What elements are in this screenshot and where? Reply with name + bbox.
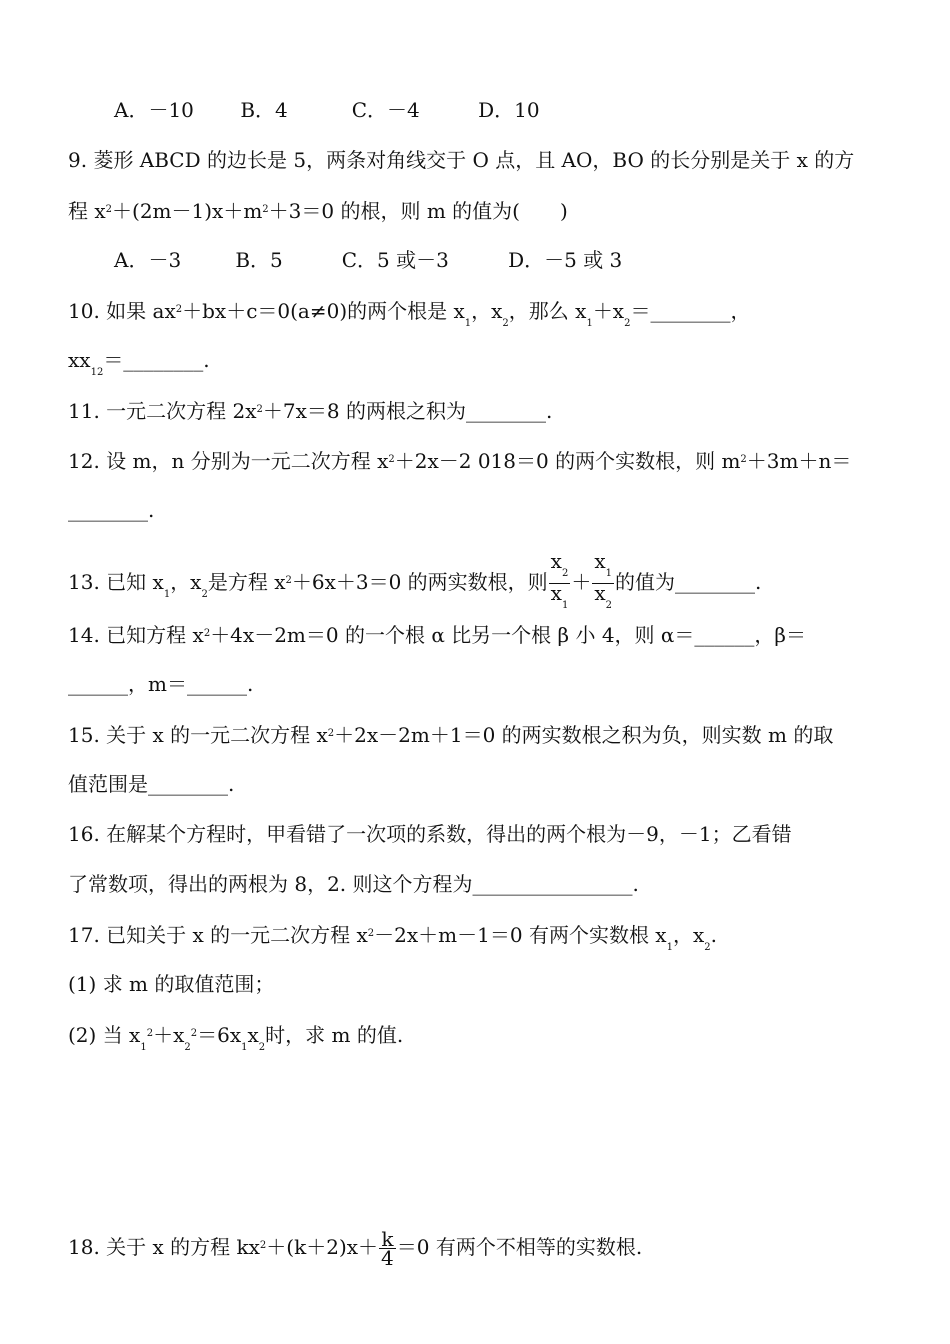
q15-line2: 值范围是________. xyxy=(68,772,235,796)
q17-part2: (2) 当 $x_1^2+x_2^2=6x_1x_2$时，求 m 的值. xyxy=(68,1023,404,1053)
q9-options xyxy=(114,246,622,274)
q15-line1: 15. 关于 x 的一元二次方程 $x^2+2x-2m+1=0$ 的两实数根之积为负，则实数 m 的取 xyxy=(68,723,834,747)
q9-option-d: D．－5 或 3 xyxy=(508,248,623,272)
q13-fraction-1: $\frac{x_2}{x_1}$ xyxy=(550,549,569,611)
q10-line2: $xx_{12}=\_\_\_\_\_\_\_\_$. xyxy=(68,348,210,378)
q8-option-b: B．4 xyxy=(240,98,288,122)
q16-line2: 了常数项，得出的两根为 8，2. 则这个方程为________________. xyxy=(68,872,639,896)
q14-line1: 14. 已知方程 $x^2+4x-2m=0$ 的一个根 α 比另一个根 β 小 4，则 α＝______，β＝ xyxy=(68,623,806,647)
q8-option-c: C．－4 xyxy=(351,98,420,122)
q14-line2: ______，m＝______. xyxy=(68,672,254,696)
q8-option-d: D．10 xyxy=(478,98,540,122)
q11: 11. 一元二次方程 $2x^2+7x=8$ 的两根之积为________. xyxy=(68,399,553,423)
q9-option-b: B．5 xyxy=(235,248,283,272)
q17-line1: 17. 已知关于 x 的一元二次方程 $x^2-2x+m-1=0$ 有两个实数根 $x_1$，$x_2$. xyxy=(68,923,717,953)
q12-line1: 12. 设 m，n 分别为一元二次方程 $x^2+2x-2$ 018＝0 的两个实数根，则 $m^2+3m+n=$ xyxy=(68,449,852,473)
q8-options xyxy=(114,96,540,124)
q16-line1: 16. 在解某个方程时，甲看错了一次项的系数，得出的两个根为－9，－1；乙看错 xyxy=(68,822,792,846)
q10-line1: 10. 如果 $ax^2+bx+c=0(a\ne 0)$的两个根是 $x_1$，$x_2$，那么 $x_1+x_2=\_\_\_\_\_\_\_\_$， xyxy=(68,299,751,329)
q13-fraction-2: $\frac{x_1}{x_2}$ xyxy=(594,549,612,611)
q9-option-c: C．5 或－3 xyxy=(341,248,449,272)
q13: 13. 已知 $x_1$，$x_2$是方程 $x^2+6x+3=0$ 的两实数根，则 $\frac{x_2}{x_1}$ ＋ $\frac{x_1}{x_2}$ 的值为________. xyxy=(68,552,761,615)
q12-line2: ________. xyxy=(68,498,155,522)
q8-option-a: A．－10 xyxy=(114,98,194,122)
q9-option-a: A．－3 xyxy=(114,248,182,272)
q17-part1: (1) 求 m 的取值范围； xyxy=(68,972,275,996)
q9-line2: 程 $x^2+(2m-1)x+m^2+3=0$ 的根，则 m 的值为( ) xyxy=(68,199,568,223)
q9-line1: 9. 菱形 ABCD 的边长是 5，两条对角线交于 O 点，且 AO，BO 的长分别是关于 x 的方 xyxy=(68,148,855,172)
q18: 18. 关于 x 的方程 $kx^2+(k+2)x+$ $\frac{k}{4}$ ＝0 有两个不相等的实数根. xyxy=(68,1227,643,1270)
q18-fraction: $\frac{k}{4}$ xyxy=(381,1227,394,1270)
